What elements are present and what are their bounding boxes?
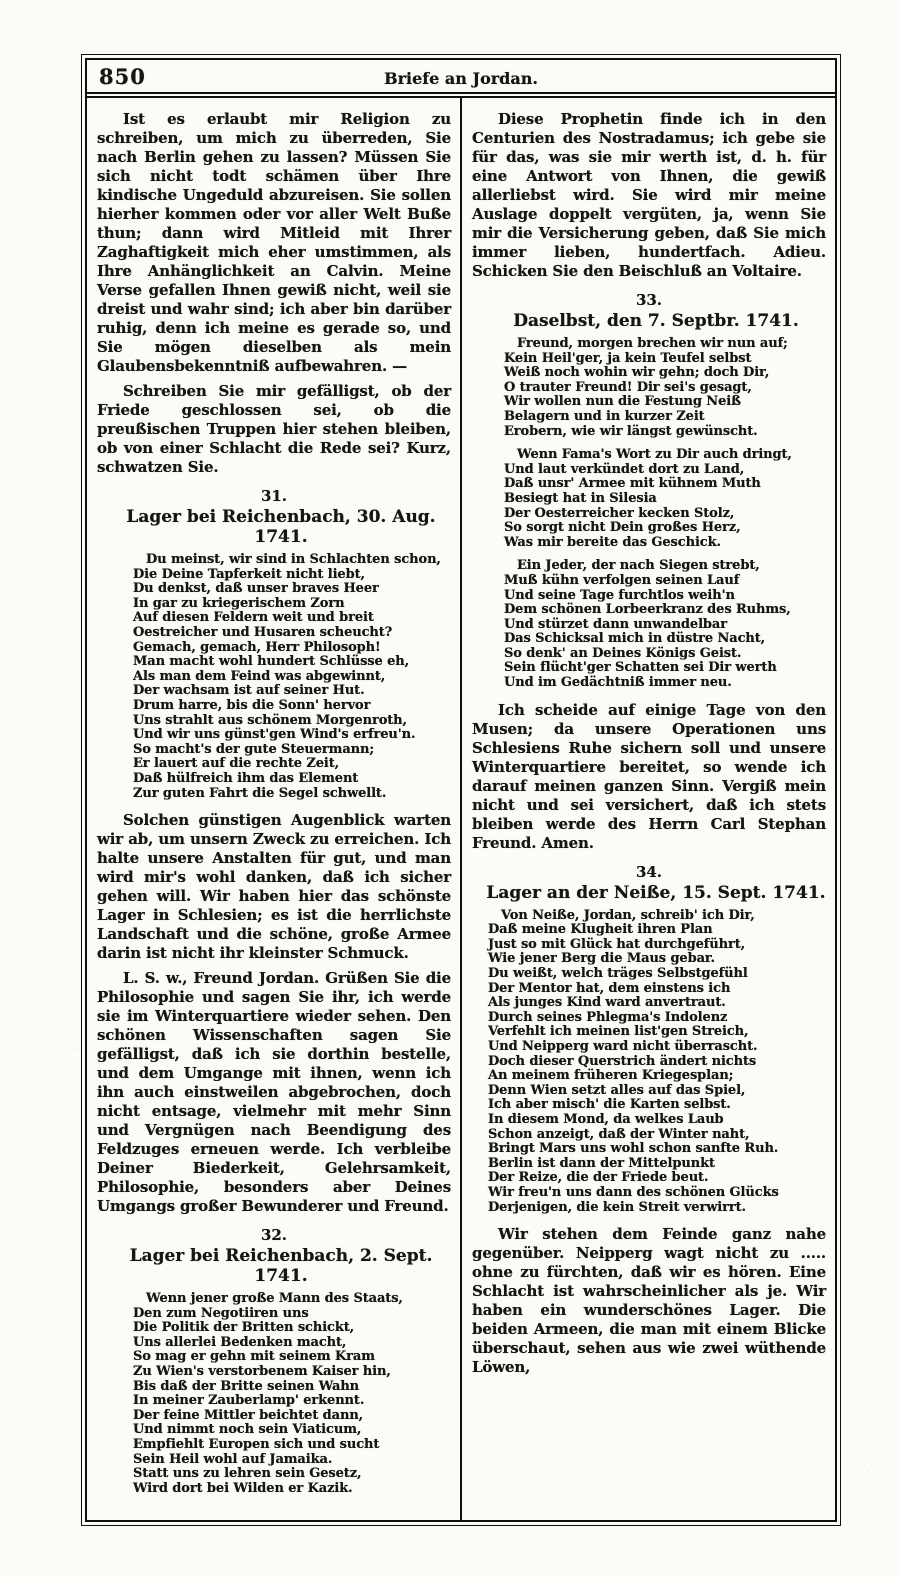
- letter-32-poem: [133, 1292, 451, 1496]
- poem-line: Bringt Mars uns wohl schon sanfte Ruh.: [488, 1141, 779, 1157]
- poem-line: Und seine Tage furchtlos weih'n: [504, 587, 735, 603]
- poem-line: Du meinst, wir sind in Schlachten schon,: [146, 552, 441, 567]
- poem-line: Sein Heil wohl auf Jamaika.: [133, 1451, 333, 1467]
- poem-line: Berlin ist dann der Mittelpunkt: [488, 1155, 715, 1171]
- poem-line: Wenn Fama's Wort zu Dir auch dringt,: [517, 447, 792, 463]
- running-title: Briefe an Jordan.: [384, 69, 538, 88]
- poem-line: Wird dort bei Wilden er Kazik.: [133, 1480, 353, 1496]
- letter-31-poem: [133, 553, 451, 801]
- page-body: [87, 98, 835, 1520]
- poem-line: Kein Heil'ger, ja kein Teufel selbst: [504, 350, 752, 366]
- letter-31-dateline: Lager bei Reichenbach, 30. Aug. 1741.: [126, 507, 436, 547]
- letter-33-poem: [488, 337, 826, 691]
- poem-line: Und Neipperg ward nicht überrascht.: [488, 1039, 758, 1054]
- poem-line: Ich aber misch' die Karten selbst.: [488, 1097, 731, 1113]
- paragraph-lsw: L. S. w., Freund Jordan. Grüßen Sie die Philosophie und sagen Sie ihr, ich werde sie im Winterquartiere wieder sehen. Den schönen Wissenschaften sagen Sie gefälligst, daß ich sie dorthin bestelle, und dem Umgange mit ihnen, wenn ich ihn auch einstweilen abgebrochen, doch nicht entsage, vielmehr mit mehr Sinn und Vergnügen nach Beendigung des Feldzuges erneuen werde. Ich verbleibe Deiner Biederkeit, Gelehrsamkeit, Philosophie, besonders aber Deines Umgangs großer Bewunderer und Freund.: [97, 969, 451, 1216]
- poem-line: Den zum Negotiiren uns: [133, 1305, 309, 1321]
- left-column: [87, 102, 460, 1506]
- poem-line: Daß unsr' Armee mit kühnem Muth: [504, 476, 761, 492]
- poem-line: Als man dem Feind was abgewinnt,: [133, 668, 386, 684]
- poem-line: Derjenigen, die kein Streit verwirrt.: [488, 1199, 746, 1215]
- poem-line: Empfiehlt Europen sich und sucht: [133, 1437, 380, 1453]
- letter-31: [97, 487, 451, 801]
- poem-line: Der Mentor hat, dem einstens ich: [488, 980, 731, 996]
- poem-line: An meinem früheren Kriegesplan;: [488, 1068, 734, 1084]
- poem-line: Just so mit Glück hat durchgeführt,: [488, 936, 746, 952]
- paragraph-solchen: Solchen günstigen Augenblick warten wir ab, um unsern Zweck zu erreichen. Ich halte unsere Anstalten für gut, und man wird mir's wohl danken, daß ich sicher gehen will. Wir haben hier das schönste Lager in Schlesien; es ist die herrlichste Landschaft und die schöne, große Armee darin ist nicht ihr kleinster Schmuck.: [97, 811, 451, 963]
- poem-line: Durch seines Phlegma's Indolenz: [488, 1009, 728, 1025]
- poem-line: Und stürzet dann unwandelbar: [504, 616, 727, 632]
- page-header: [87, 60, 835, 98]
- right-column: [462, 102, 835, 1506]
- poem-line: Weiß noch wohin wir gehn; doch Dir,: [504, 365, 770, 381]
- poem-line: Was mir bereite das Geschick.: [504, 534, 721, 550]
- poem-line: Als junges Kind ward anvertraut.: [488, 995, 726, 1011]
- poem-line: So mag er gehn mit seinem Kram: [133, 1349, 375, 1365]
- poem-line: Der feine Mittler beichtet dann,: [133, 1407, 364, 1423]
- poem-line: In diesem Mond, da welkes Laub: [488, 1111, 724, 1127]
- poem-line: Ein Jeder, der nach Siegen strebt,: [517, 558, 760, 574]
- letter-32: [97, 1226, 451, 1496]
- poem-line: Wenn jener große Mann des Staats,: [146, 1291, 403, 1307]
- poem-line: Bis daß der Britte seinen Wahn: [133, 1378, 360, 1394]
- poem-line: Uns strahlt aus schönem Morgenroth,: [133, 712, 407, 728]
- poem-line: Belagern und in kurzer Zeit: [504, 408, 705, 424]
- paragraph-schreiben: Schreiben Sie mir gefälligst, ob der Friede geschlossen sei, ob die preußischen Truppen hier stehen bleiben, ob von einer Schlacht die Rede sei? Kurz, schwatzen Sie.: [97, 382, 451, 476]
- letter-32-number: 32.: [260, 1226, 288, 1245]
- poem-line: Das Schicksal mich in düstre Nacht,: [504, 631, 766, 647]
- poem-line: Und wir uns günst'gen Wind's erfreu'n.: [133, 727, 416, 743]
- poem-line: Der wachsam ist auf seiner Hut.: [133, 683, 365, 699]
- poem-line: Du denkst, daß unser braves Heer: [133, 581, 379, 597]
- poem-line: Wir wollen nun die Festung Neiß: [504, 394, 741, 410]
- letter-33-dateline: Daselbst, den 7. Septbr. 1741.: [513, 311, 799, 331]
- letter-34-number: 34.: [635, 862, 663, 881]
- poem-line: Wir freu'n uns dann des schönen Glücks: [488, 1184, 779, 1200]
- poem-stanza-3: [504, 559, 826, 690]
- poem-line: Statt uns zu lehren sein Gesetz,: [133, 1466, 362, 1482]
- poem-line: Die Politik der Britten schickt,: [133, 1320, 355, 1336]
- poem-line: Verfehlt ich meinen list'gen Streich,: [488, 1024, 749, 1040]
- poem-line: Dem schönen Lorbeerkranz des Ruhms,: [504, 602, 791, 618]
- poem-line: Auf diesen Feldern weit und breit: [133, 610, 374, 626]
- poem-line: Uns allerlei Bedenken macht,: [133, 1334, 347, 1350]
- poem-line: Du weißt, welch träges Selbstgefühl: [488, 966, 748, 982]
- poem-line: Drum harre, bis die Sonn' hervor: [133, 697, 371, 713]
- poem-line: Und nimmt noch sein Viaticum,: [133, 1422, 362, 1438]
- poem-line: Von Neiße, Jordan, schreib' ich Dir,: [501, 907, 755, 923]
- paragraph-prophetin: Diese Prophetin finde ich in den Centurien des Nostradamus; ich gebe sie für das, was sie mir werth ist, d. h. für eine Antwort von Ihnen, die gewiß allerliebst wird. Sie wird mir meine Auslage doppelt vergüten, ja, wenn Sie mir die Versicherung geben, daß Sie mich immer lieben, hundertfach. Adieu. Schicken Sie den Beischluß an Voltaire.: [472, 110, 826, 280]
- poem-line: Gemach, gemach, Herr Philosoph!: [133, 639, 381, 655]
- poem-stanza-2: [504, 448, 826, 550]
- poem-line: Man macht wohl hundert Schlüsse eh,: [133, 654, 410, 670]
- poem-line: Besiegt hat in Silesia: [504, 490, 657, 506]
- poem-line: Muß kühn verfolgen seinen Lauf: [504, 572, 740, 588]
- poem-line: Er lauert auf die rechte Zeit,: [133, 756, 340, 772]
- poem-line: Zur guten Fahrt die Segel schwellt.: [133, 785, 387, 801]
- poem-line: In meiner Zauberlamp' erkennt.: [133, 1393, 365, 1409]
- letter-33-number: 33.: [635, 291, 663, 309]
- poem-line: So macht's der gute Steuermann;: [133, 741, 375, 757]
- poem-line: Zu Wien's verstorbenem Kaiser hin,: [133, 1364, 391, 1380]
- poem-line: O trauter Freund! Dir sei's gesagt,: [504, 379, 752, 395]
- poem-stanza-1: [504, 337, 826, 439]
- poem-line: Und im Gedächtniß immer neu.: [504, 675, 732, 691]
- letter-31-number: 31.: [260, 487, 288, 505]
- letter-33: [472, 291, 826, 691]
- poem-line: So denk' an Deines Königs Geist.: [504, 645, 742, 661]
- poem-line: Denn Wien setzt alles auf das Spiel,: [488, 1082, 746, 1098]
- paragraph-feinde: Wir stehen dem Feinde ganz nahe gegenüber. Neipperg wagt nicht zu ..... ohne zu fürchten, daß wir es hören. Eine Schlacht ist wahrscheinlicher als je. Wir haben ein wunderschönes Lager. Die beiden Armeen, die man mit einem Blicke überschaut, sehen aus wie zwei wüthende Löwen,: [472, 1225, 826, 1377]
- poem-line: Daß hülfreich ihm das Element: [133, 770, 359, 786]
- poem-line: Der Reize, die der Friede beut.: [488, 1170, 709, 1186]
- poem-line: Die Deine Tapferkeit nicht liebt,: [133, 566, 365, 582]
- poem-line: Der Oesterreicher kecken Stolz,: [504, 505, 735, 521]
- poem-line: Und laut verkündet dort zu Land,: [504, 461, 745, 477]
- poem-line: Erobern, wie wir längst gewünscht.: [504, 423, 758, 439]
- poem-line: Sein flücht'ger Schatten sei Dir werth: [504, 660, 777, 676]
- poem-line: Oestreicher und Husaren scheucht?: [133, 624, 393, 640]
- page-number: 850: [99, 64, 146, 89]
- poem-line: Doch dieser Querstrich ändert nichts: [488, 1053, 757, 1069]
- paragraph-scheide: Ich scheide auf einige Tage von den Musen; da unsere Operationen uns Schlesiens Ruhe sichern soll und unsere Winterquartiere bereitet, so wende ich darauf meinen ganzen Sinn. Vergiß mein nicht und sei versichert, daß ich stets bleiben werde des Herrn Carl Stephan Freund. Amen.: [472, 700, 826, 852]
- poem-line: Freund, morgen brechen wir nun auf;: [517, 336, 788, 351]
- letter-32-dateline: Lager bei Reichenbach, 2. Sept. 1741.: [129, 1246, 433, 1287]
- poem-line: Wie jener Berg die Maus gebar.: [488, 951, 715, 967]
- letter-34: [472, 863, 826, 1215]
- poem-line: In gar zu kriegerischem Zorn: [133, 595, 345, 611]
- poem-line: Schon anzeigt, daß der Winter naht,: [488, 1126, 750, 1142]
- paragraph-religion: Ist es erlaubt mir Religion zu schreiben, um mich zu überreden, Sie nach Berlin gehen zu lassen? Müssen Sie sich nicht todt schämen über Ihre kindische Ungeduld abzureisen. Sie sollen hierher kommen oder vor aller Welt Buße thun; dann wird Mitleid mit Ihrer Zaghaftigkeit mich eher umstimmen, als Ihre Anhänglichkeit an Calvin. Meine Verse gefallen Ihnen gewiß nicht, weil sie dreist und wahr sind; ich aber bin darüber ruhig, denn ich meine es gerade so, und Sie mögen dieselben als mein Glaubensbekenntniß aufbewahren. —: [97, 110, 451, 375]
- poem-line: So sorgt nicht Dein großes Herz,: [504, 520, 741, 536]
- poem-line: Daß meine Klugheit ihren Plan: [488, 922, 713, 938]
- letter-34-dateline: Lager an der Neiße, 15. Sept. 1741.: [486, 882, 826, 903]
- letter-34-poem: [488, 909, 826, 1215]
